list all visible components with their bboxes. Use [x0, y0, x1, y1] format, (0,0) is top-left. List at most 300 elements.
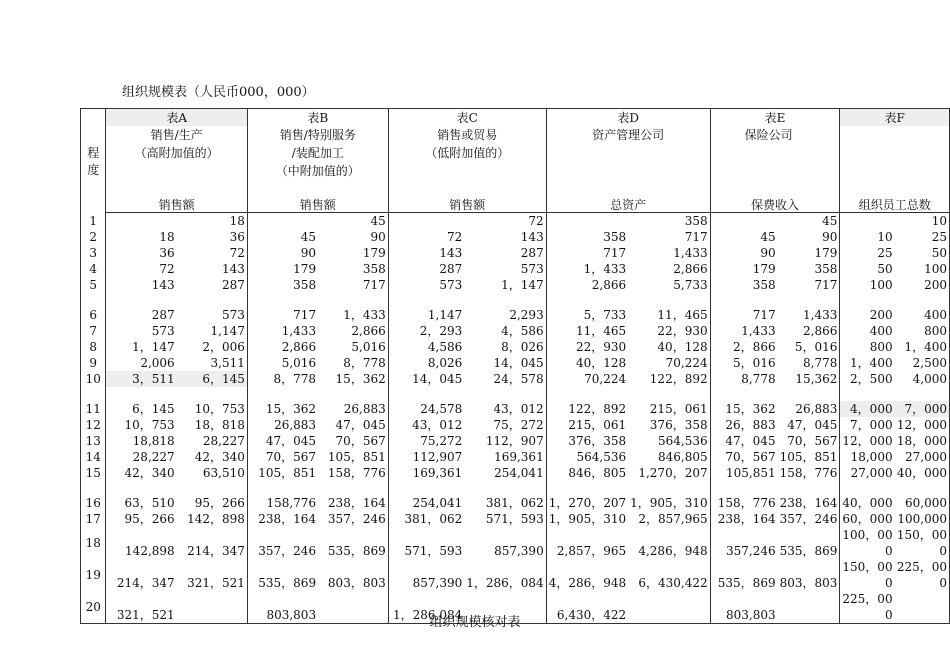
table-row	[81, 511, 950, 527]
spacer-cell	[177, 481, 248, 495]
value-cell: 2，293	[419, 324, 463, 338]
value-cell: 214，347	[116, 576, 175, 590]
spacer-cell	[81, 293, 106, 307]
value-cell: 40，000	[842, 496, 893, 510]
value-cell: 535，869	[717, 576, 776, 590]
value-cell: 1，270，207	[548, 496, 627, 510]
value-cell: 5,733	[628, 277, 710, 293]
value-cell: 254,041	[412, 496, 463, 510]
table-row	[81, 277, 950, 293]
value-cell: 95，266	[177, 495, 248, 511]
table-f-description	[840, 126, 950, 198]
value-cell: 158,776	[266, 496, 317, 510]
spacer-cell	[628, 387, 710, 401]
value-cell: 8，778	[273, 372, 317, 386]
degree-header: 程度	[81, 109, 106, 213]
value-cell: 36	[177, 229, 248, 245]
value-cell: 18,818	[132, 434, 175, 448]
value-cell: 150，000	[842, 560, 893, 590]
organization-size-table	[80, 108, 950, 624]
value-cell: 169,361	[464, 449, 546, 465]
value-cell: 100	[924, 262, 947, 276]
value-cell	[388, 213, 464, 230]
value-cell: 1,147	[177, 323, 248, 339]
value-cell: 72	[159, 262, 175, 276]
spacer-cell	[895, 387, 950, 401]
value-cell: 4，000	[840, 401, 895, 417]
table-row	[81, 559, 950, 591]
value-cell: 287	[464, 245, 546, 261]
spacer-cell	[464, 481, 546, 495]
value-cell: 47，045	[265, 434, 317, 448]
table-body	[81, 213, 950, 624]
value-cell: 1，286,084	[392, 608, 463, 622]
value-cell: 717	[293, 308, 317, 322]
value-cell: 1,433	[741, 324, 776, 338]
value-cell: 70,224	[628, 355, 710, 371]
spacer-cell	[106, 293, 177, 307]
value-cell: 225，000	[896, 560, 947, 590]
spacer-cell	[778, 293, 840, 307]
spacer-cell	[778, 481, 840, 495]
value-cell: 158，776	[778, 465, 840, 481]
spacer-cell	[388, 481, 464, 495]
value-cell: 2,866	[591, 278, 627, 292]
degree-level: 4	[81, 261, 106, 277]
value-cell: 143	[439, 246, 463, 260]
value-cell: 846，805	[568, 466, 627, 480]
row-spacer	[81, 293, 950, 307]
value-cell: 5,016	[281, 356, 317, 370]
spacer-cell	[318, 481, 388, 495]
value-cell: 27,000	[905, 450, 947, 464]
table-row	[81, 527, 950, 559]
value-cell: 100,000	[897, 512, 947, 526]
degree-level: 18	[81, 527, 106, 559]
value-cell: 535，869	[258, 576, 317, 590]
value-cell: 45	[300, 230, 317, 244]
value-cell: 564,536	[628, 433, 710, 449]
value-cell: 179	[778, 245, 840, 261]
value-cell: 2,857，965	[556, 544, 627, 558]
value-cell: 2，857,965	[628, 511, 710, 527]
spacer-cell	[177, 293, 248, 307]
value-cell: 90	[318, 229, 388, 245]
value-cell: 6，145	[177, 371, 248, 387]
spacer-cell	[464, 293, 546, 307]
spacer-cell	[546, 387, 628, 401]
value-cell: 10	[931, 214, 947, 228]
value-cell: 2,866	[628, 261, 710, 277]
value-cell: 535，869	[778, 527, 840, 559]
value-cell: 60，000	[842, 512, 893, 526]
value-cell: 70，567	[265, 450, 317, 464]
value-cell: 70,224	[584, 372, 627, 386]
value-cell: 90	[760, 246, 776, 260]
value-cell: 36	[159, 246, 175, 260]
value-cell: 8，778	[318, 355, 388, 371]
value-cell: 26,883	[274, 418, 317, 432]
degree-level: 8	[81, 339, 106, 355]
value-cell: 169,361	[412, 466, 463, 480]
value-cell: 225，000	[842, 592, 893, 622]
value-cell: 238，164	[717, 512, 776, 526]
value-cell: 26，883	[725, 418, 776, 432]
value-cell: 22，930	[575, 340, 627, 354]
value-cell: 2,500	[912, 356, 947, 370]
value-cell: 90	[778, 229, 840, 245]
value-cell: 321，521	[116, 608, 175, 622]
value-cell: 45	[318, 213, 388, 230]
value-cell: 40，128	[575, 356, 627, 370]
value-cell: 200	[924, 278, 947, 292]
value-cell: 573	[151, 324, 175, 338]
value-cell: 5，016	[778, 339, 840, 355]
table-row	[81, 339, 950, 355]
value-cell: 10，753	[124, 418, 175, 432]
value-cell: 321，521	[177, 559, 248, 591]
value-cell: 7，000	[895, 401, 950, 417]
value-cell: 15，362	[725, 402, 776, 416]
value-cell: 6，145	[132, 402, 175, 416]
value-cell: 12，000	[896, 418, 947, 432]
value-cell: 105，851	[258, 466, 317, 480]
value-cell: 18	[159, 230, 175, 244]
spacer-cell	[628, 293, 710, 307]
value-cell: 6，430,422	[628, 559, 710, 591]
table-e-title: 表E	[710, 109, 840, 127]
value-cell: 18,000	[850, 450, 893, 464]
value-cell: 571，593	[404, 544, 463, 558]
value-cell: 63,510	[177, 465, 248, 481]
value-cell: 1，433	[318, 307, 388, 323]
value-cell: 2，500	[850, 372, 893, 386]
value-cell: 254,041	[464, 465, 546, 481]
spacer-cell	[247, 293, 318, 307]
value-cell: 70，567	[725, 450, 776, 464]
value-cell: 18	[177, 213, 248, 230]
value-cell: 287	[177, 277, 248, 293]
spacer-cell	[546, 481, 628, 495]
value-cell: 381，062	[404, 512, 463, 526]
value-cell: 2,293	[464, 307, 546, 323]
spacer-cell	[710, 387, 777, 401]
table-row	[81, 229, 950, 245]
value-cell: 2,866	[281, 340, 317, 354]
spacer-cell	[546, 293, 628, 307]
value-cell: 564,536	[576, 450, 627, 464]
value-cell: 72	[446, 230, 463, 244]
value-cell: 10	[877, 230, 893, 244]
value-cell	[247, 213, 318, 230]
value-cell: 8,778	[778, 355, 840, 371]
degree-level: 2	[81, 229, 106, 245]
table-row	[81, 465, 950, 481]
value-cell: 45	[760, 230, 776, 244]
value-cell: 535，869	[318, 527, 388, 559]
value-cell: 26,883	[778, 401, 840, 417]
value-cell: 24,578	[420, 402, 463, 416]
table-b-description: 销售/特别服务 /装配加工 （中附加值的）	[247, 126, 388, 198]
value-cell: 100，000	[842, 528, 893, 558]
value-cell: 122，892	[568, 402, 627, 416]
value-cell: 3，511	[106, 371, 177, 387]
value-cell: 238，164	[318, 495, 388, 511]
value-cell: 3,511	[177, 355, 248, 371]
table-a-metric: 销售额	[106, 198, 247, 213]
value-cell: 100	[869, 278, 893, 292]
table-a-description: 销售/生产 （高附加值的）	[106, 126, 247, 198]
spacer-cell	[778, 387, 840, 401]
table-b-metric: 销售额	[247, 198, 388, 213]
value-cell: 357，246	[258, 544, 317, 558]
spacer-cell	[81, 387, 106, 401]
value-cell: 238，164	[258, 512, 317, 526]
table-caption: 组织规模表（人民币000，000）	[122, 85, 315, 100]
value-cell: 200	[869, 308, 893, 322]
value-cell: 800	[924, 324, 947, 338]
value-cell: 50	[877, 262, 893, 276]
value-cell: 42，340	[124, 466, 175, 480]
degree-level: 19	[81, 559, 106, 591]
value-cell: 18，818	[177, 417, 248, 433]
degree-level: 13	[81, 433, 106, 449]
value-cell: 358	[628, 213, 710, 230]
value-cell: 1,270，207	[628, 465, 710, 481]
value-cell: 10，753	[177, 401, 248, 417]
value-cell: 8，026	[464, 339, 546, 355]
value-cell: 215，061	[568, 418, 627, 432]
value-cell: 112,907	[412, 450, 463, 464]
value-cell: 1，400	[850, 356, 893, 370]
value-cell	[106, 213, 177, 230]
spacer-cell	[628, 481, 710, 495]
value-cell	[546, 213, 628, 230]
value-cell: 287	[151, 308, 175, 322]
spacer-cell	[247, 387, 318, 401]
value-cell: 24，578	[464, 371, 546, 387]
row-spacer	[81, 481, 950, 495]
table-row	[81, 213, 950, 230]
value-cell: 150，000	[896, 528, 947, 558]
value-cell: 376，358	[568, 434, 627, 448]
value-cell: 95，266	[124, 512, 175, 526]
table-row	[81, 307, 950, 323]
value-cell: 381，062	[464, 495, 546, 511]
value-cell: 43，012	[412, 418, 463, 432]
table-a-title: 表A	[106, 109, 247, 127]
value-cell: 28,227	[132, 450, 175, 464]
value-cell: 717	[778, 277, 840, 293]
degree-level: 12	[81, 417, 106, 433]
value-cell: 26,883	[318, 401, 388, 417]
degree-level: 6	[81, 307, 106, 323]
value-cell: 4，286，948	[548, 576, 627, 590]
value-cell: 72	[464, 213, 546, 230]
table-f-title: 表F	[840, 109, 950, 127]
value-cell: 2,006	[140, 356, 175, 370]
value-cell: 800	[869, 340, 893, 354]
table-row	[81, 417, 950, 433]
table-c-title: 表C	[388, 109, 546, 127]
value-cell: 1,147	[427, 308, 463, 322]
value-cell: 8,026	[427, 356, 463, 370]
value-cell: 179	[752, 262, 776, 276]
table-f-metric: 组织员工总数	[840, 198, 950, 213]
value-cell: 857,390	[464, 527, 546, 559]
value-cell: 70，567	[318, 433, 388, 449]
value-cell: 1,433	[628, 245, 710, 261]
value-cell: 142，898	[177, 511, 248, 527]
value-cell: 25	[877, 246, 893, 260]
spacer-cell	[318, 293, 388, 307]
value-cell: 18，000	[896, 434, 947, 448]
value-cell: 179	[318, 245, 388, 261]
value-cell: 857,390	[412, 576, 463, 590]
value-cell: 179	[293, 262, 317, 276]
value-cell: 4,000	[912, 372, 947, 386]
value-cell: 717	[752, 308, 776, 322]
value-cell: 1，286，084	[464, 559, 546, 591]
value-cell: 14，045	[464, 355, 546, 371]
table-footer: 组织规模核对表	[429, 615, 521, 630]
value-cell: 1,433	[281, 324, 317, 338]
degree-level: 10	[81, 371, 106, 387]
value-cell: 143	[151, 278, 175, 292]
value-cell: 6,430，422	[556, 608, 627, 622]
value-cell: 358	[752, 278, 776, 292]
value-cell	[710, 213, 777, 230]
value-cell: 47，045	[725, 434, 776, 448]
value-cell: 72	[177, 245, 248, 261]
spacer-cell	[840, 293, 895, 307]
value-cell: 40，128	[628, 339, 710, 355]
value-cell: 357,246	[725, 544, 776, 558]
spacer-cell	[895, 293, 950, 307]
degree-level: 5	[81, 277, 106, 293]
value-cell: 400	[924, 308, 947, 322]
degree-level: 7	[81, 323, 106, 339]
value-cell: 376，358	[628, 417, 710, 433]
value-cell: 15，362	[265, 402, 317, 416]
value-cell: 803,803	[725, 608, 776, 622]
value-cell: 717	[603, 246, 627, 260]
degree-level: 17	[81, 511, 106, 527]
value-cell: 70，567	[778, 433, 840, 449]
value-cell: 717	[628, 229, 710, 245]
value-cell: 358	[603, 230, 627, 244]
value-cell: 1，147	[464, 277, 546, 293]
value-cell: 122，892	[628, 371, 710, 387]
table-d-title: 表D	[546, 109, 710, 127]
value-cell: 27,000	[850, 466, 893, 480]
value-cell: 287	[439, 262, 463, 276]
value-cell: 11，465	[575, 324, 627, 338]
table-c-metric: 销售额	[388, 198, 546, 213]
spacer-cell	[464, 387, 546, 401]
value-cell: 15,362	[778, 371, 840, 387]
value-cell: 4,286，948	[628, 527, 710, 559]
value-cell: 11，465	[628, 307, 710, 323]
value-cell: 112，907	[464, 433, 546, 449]
spacer-cell	[840, 387, 895, 401]
spacer-cell	[388, 387, 464, 401]
table-row	[81, 433, 950, 449]
value-cell: 8,778	[741, 372, 776, 386]
value-cell: 90	[300, 246, 317, 260]
value-cell: 143	[464, 229, 546, 245]
spacer-cell	[247, 481, 318, 495]
value-cell: 158，776	[318, 465, 388, 481]
value-cell: 12，000	[842, 434, 893, 448]
value-cell: 5，733	[583, 308, 627, 322]
value-cell: 47，045	[318, 417, 388, 433]
value-cell: 357，246	[778, 511, 840, 527]
degree-level: 1	[81, 213, 106, 230]
spacer-cell	[388, 293, 464, 307]
value-cell: 358	[293, 278, 317, 292]
value-cell: 22，930	[628, 323, 710, 339]
table-row	[81, 261, 950, 277]
value-cell: 4，586	[464, 323, 546, 339]
value-cell: 846,805	[628, 449, 710, 465]
value-cell: 28,227	[177, 433, 248, 449]
value-cell: 1，400	[904, 340, 947, 354]
value-cell: 358	[778, 261, 840, 277]
value-cell: 63，510	[124, 496, 175, 510]
value-cell: 75，272	[464, 417, 546, 433]
value-cell: 14，045	[412, 372, 463, 386]
value-cell: 40，000	[896, 466, 947, 480]
value-cell: 1，905，310	[628, 495, 710, 511]
spacer-cell	[177, 387, 248, 401]
value-cell: 5,016	[318, 339, 388, 355]
value-cell: 803，803	[318, 559, 388, 591]
value-cell: 105，851	[778, 449, 840, 465]
table-row	[81, 495, 950, 511]
value-cell: 1,433	[778, 307, 840, 323]
value-cell: 45	[778, 213, 840, 230]
value-cell: 105,851	[725, 466, 776, 480]
table-e-description: 保险公司	[710, 126, 840, 198]
value-cell: 573	[464, 261, 546, 277]
value-cell: 50	[931, 246, 947, 260]
degree-level: 15	[81, 465, 106, 481]
degree-level: 11	[81, 401, 106, 417]
table-row	[81, 355, 950, 371]
degree-level: 3	[81, 245, 106, 261]
table-row	[81, 401, 950, 417]
spacer-cell	[710, 481, 777, 495]
table-d-description: 资产管理公司	[546, 126, 710, 198]
value-cell: 7，000	[850, 418, 893, 432]
value-cell: 143	[177, 261, 248, 277]
spacer-cell	[840, 481, 895, 495]
row-spacer	[81, 387, 950, 401]
degree-level: 14	[81, 449, 106, 465]
value-cell: 47，045	[778, 417, 840, 433]
table-row	[81, 323, 950, 339]
spacer-cell	[106, 387, 177, 401]
value-cell: 357，246	[318, 511, 388, 527]
value-cell: 142,898	[125, 544, 175, 558]
value-cell: 158，776	[717, 496, 776, 510]
value-cell: 1，433	[583, 262, 627, 276]
spacer-cell	[81, 481, 106, 495]
table-d-metric: 总资产	[546, 198, 710, 213]
value-cell: 717	[318, 277, 388, 293]
table-e-metric: 保费收入	[710, 198, 840, 213]
